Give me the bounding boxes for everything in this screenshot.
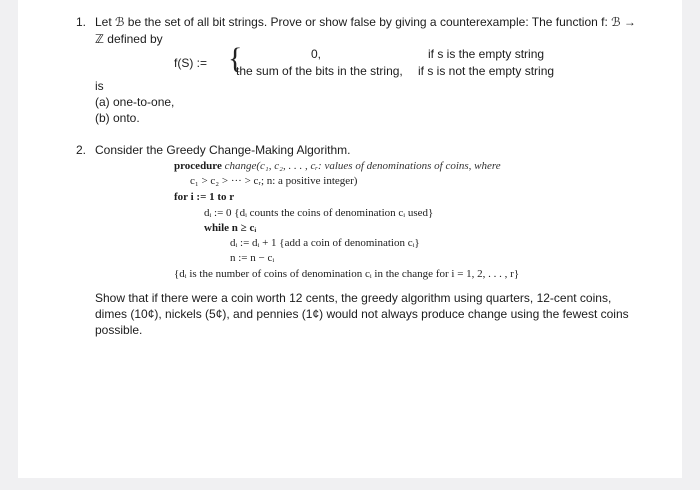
algo-increment-line: dᵢ := dᵢ + 1 {add a coin of denomination cᵢ} — [230, 237, 420, 249]
algo-procedure-line — [174, 160, 501, 172]
algo-init-line: dᵢ := 0 {dᵢ counts the coins of denomination cᵢ used} — [204, 207, 434, 219]
algo-for-line: for i := 1 to r — [174, 191, 235, 203]
q2-prompt-line2: dimes (10¢), nickels (5¢), and pennies (1¢) would not always produce change using the fewest coins — [95, 307, 629, 321]
case2-condition: if s is not the empty string — [418, 64, 555, 78]
case1-condition: if s is the empty string — [428, 47, 545, 61]
algo-final-comment: {dᵢ is the number of coins of denomination cᵢ in the change for i = 1, 2, . . . , r} — [174, 268, 520, 280]
q1-is-label: is — [95, 79, 104, 93]
algo-subtract-line: n := n − cᵢ — [230, 252, 275, 264]
q1-statement-line2: ℤ defined by — [95, 32, 163, 46]
q2-prompt-line3: possible. — [95, 323, 143, 337]
q2-number: 2. — [76, 143, 87, 157]
algo-procedure-keyword: procedure — [174, 160, 222, 172]
cases-brace: { — [228, 42, 243, 75]
q1-part-b: (b) onto. — [95, 111, 140, 125]
q1-statement-line1: Let ℬ be the set of all bit strings. Prove or show false by giving a counterexample: The function f: ℬ → — [95, 15, 636, 29]
q2-prompt-line1: Show that if there were a coin worth 12 cents, the greedy algorithm using quarters, 12-cent coins, — [95, 291, 612, 305]
q1-part-a: (a) one-to-one, — [95, 95, 175, 109]
document-page — [18, 0, 682, 478]
algo-procedure-signature: change(c₁, c₂, . . . , cᵣ: values of denominations of coins, where — [224, 160, 501, 172]
q2-title: Consider the Greedy Change-Making Algorithm. — [95, 143, 351, 157]
algo-while-line: while n ≥ cᵢ — [204, 222, 257, 234]
case2-value: the sum of the bits in the string, — [236, 64, 403, 78]
function-definition-lhs: f(S) := — [174, 56, 208, 70]
algo-line2: c₁ > c₂ > ··· > cᵣ; n: a positive integer) — [190, 175, 358, 187]
q1-number: 1. — [76, 15, 87, 29]
case1-value: 0, — [311, 47, 322, 61]
